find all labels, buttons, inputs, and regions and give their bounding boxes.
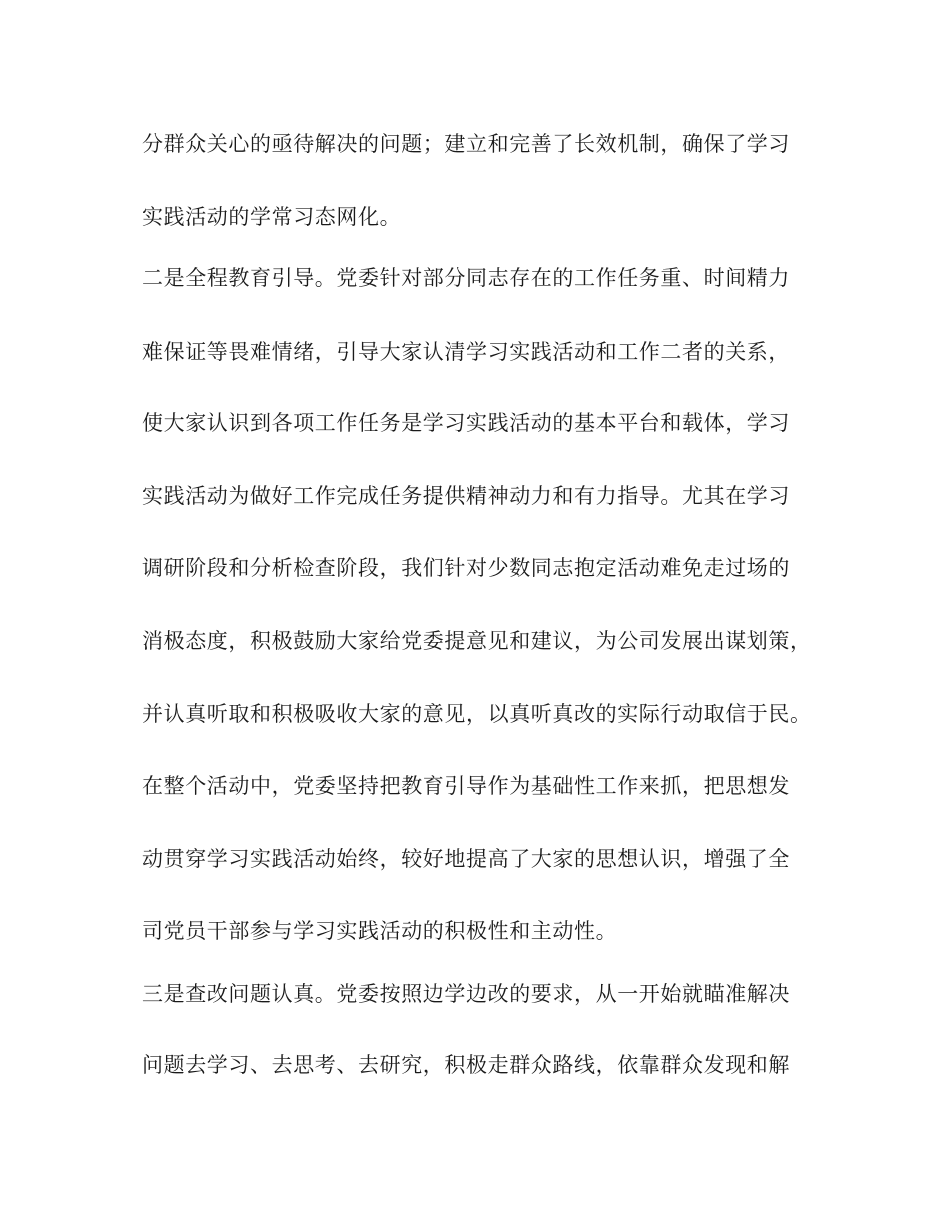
text-line: 消极态度，积极鼓励大家给党委提意见和建议，为公司发展出谋划策， <box>142 629 812 653</box>
text-line: 动贯穿学习实践活动始终，较好地提高了大家的思想认识，增强了全 <box>142 847 790 871</box>
text-line: 在整个活动中，党委坚持把教育引导作为基础性工作来抓，把思想发 <box>142 774 790 798</box>
text-line: 实践活动的学常习态网化。 <box>142 205 402 229</box>
text-line: 使大家认识到各项工作任务是学习实践活动的基本平台和载体，学习 <box>142 411 790 435</box>
text-line: 问题去学习、去思考、去研究，积极走群众路线，依靠群众发现和解 <box>142 1053 790 1077</box>
text-line: 司党员干部参与学习实践活动的积极性和主动性。 <box>142 919 618 943</box>
text-line: 实践活动为做好工作完成任务提供精神动力和有力指导。尤其在学习 <box>142 484 790 508</box>
text-line: 三是查改问题认真。党委按照边学边改的要求，从一开始就瞄准解决 <box>142 982 790 1006</box>
text-line: 二是全程教育引导。党委针对部分同志存在的工作任务重、时间精力 <box>142 266 790 290</box>
text-line: 难保证等畏难情绪，引导大家认清学习实践活动和工作二者的关系， <box>142 340 790 364</box>
text-line: 调研阶段和分析检查阶段，我们针对少数同志抱定活动难免走过场的 <box>142 556 790 580</box>
text-line: 分群众关心的亟待解决的问题；建立和完善了长效机制，确保了学习 <box>142 132 790 156</box>
text-line: 并认真听取和积极吸收大家的意见，以真听真改的实际行动取信于民。 <box>142 702 812 726</box>
